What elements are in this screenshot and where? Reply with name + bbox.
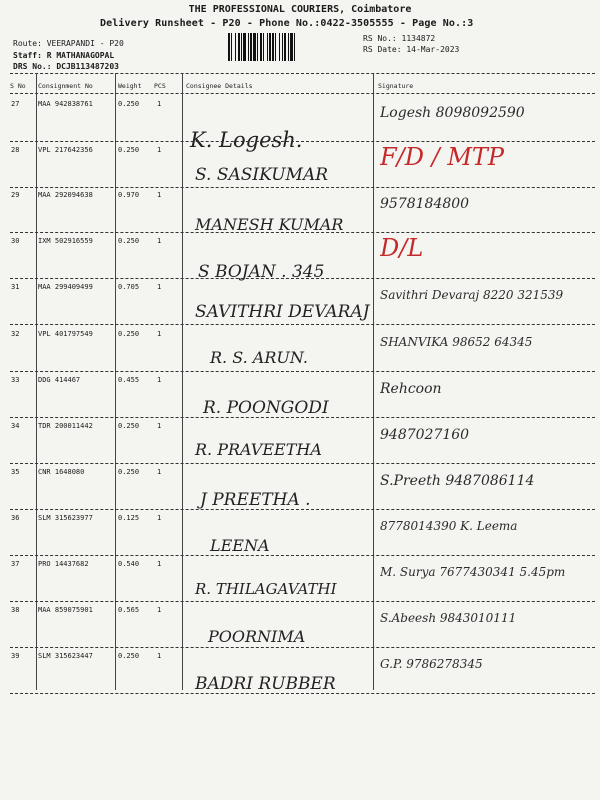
page-subtitle: Delivery Runsheet - P20 - Phone No.:0422-3505555 - Page No.:3 (100, 18, 474, 29)
row-divider (10, 509, 595, 510)
row-pcs: 1 (157, 146, 162, 154)
row-weight: 0.540 (118, 560, 140, 568)
row-signature: M. Surya 7677430341 5.45pm (380, 565, 566, 579)
rs-number: RS No.: 1134872 (363, 34, 436, 43)
row-signature: Logesh 8098092590 (380, 105, 525, 121)
row-pcs: 1 (157, 330, 162, 338)
row-divider (10, 601, 595, 602)
row-pcs: 1 (157, 100, 162, 108)
staff-label: Staff: R MATHANAGOPAL (13, 50, 115, 60)
row-pcs: 1 (157, 237, 162, 245)
row-divider (10, 463, 595, 464)
row-consignee-details: S. SASIKUMAR (195, 165, 329, 185)
row-weight: 0.970 (118, 191, 140, 199)
row-weight: 0.250 (118, 330, 140, 338)
row-sno: 39 (11, 652, 20, 660)
row-pcs: 1 (157, 283, 162, 291)
row-signature: Rehcoon (380, 381, 442, 397)
row-sno: 38 (11, 606, 20, 614)
row-signature: 9487027160 (380, 427, 470, 443)
row-divider (10, 187, 595, 188)
row-signature: 9578184800 (380, 196, 470, 212)
row-signature: D/L (380, 234, 424, 262)
row-weight: 0.250 (118, 237, 140, 245)
column-divider (373, 73, 374, 690)
row-consignment-no: DDG 414467 (38, 376, 81, 384)
row-consignee-details: S BOJAN . 345 (198, 262, 325, 282)
row-weight: 0.250 (118, 652, 140, 660)
row-consignment-no: MAA 942838761 (38, 100, 93, 108)
table-top-rule (10, 73, 595, 74)
column-divider (36, 73, 37, 690)
row-sno: 27 (11, 100, 20, 108)
row-divider (10, 417, 595, 418)
row-divider (10, 278, 595, 279)
column-divider (115, 73, 116, 690)
row-sno: 34 (11, 422, 20, 430)
rs-date: RS Date: 14-Mar-2023 (363, 45, 460, 54)
row-sno: 29 (11, 191, 20, 199)
row-weight: 0.705 (118, 283, 140, 291)
row-sno: 31 (11, 283, 20, 291)
row-weight: 0.250 (118, 422, 140, 430)
row-consignee-details: R. S. ARUN. (210, 348, 308, 367)
header-rule (10, 93, 595, 94)
row-consignment-no: SLM 315623447 (38, 652, 93, 660)
row-consignment-no: PRO 14437682 (38, 560, 89, 568)
row-sno: 37 (11, 560, 20, 568)
column-divider (182, 73, 183, 690)
row-pcs: 1 (157, 376, 162, 384)
row-divider (10, 647, 595, 648)
row-pcs: 1 (157, 191, 162, 199)
row-sno: 33 (11, 376, 20, 384)
route-label: Route: VEERAPANDI - P20 (13, 39, 124, 48)
row-weight: 0.250 (118, 100, 140, 108)
row-consignment-no: MAA 292094638 (38, 191, 93, 199)
row-signature: Savithri Devaraj 8220 321539 (380, 288, 564, 302)
row-weight: 0.455 (118, 376, 140, 384)
row-consignment-no: VPL 401797549 (38, 330, 93, 338)
row-pcs: 1 (157, 422, 162, 430)
row-divider (10, 693, 595, 694)
row-sno: 36 (11, 514, 20, 522)
row-divider (10, 141, 595, 142)
row-signature: SHANVIKA 98652 64345 (380, 335, 533, 349)
row-pcs: 1 (157, 652, 162, 660)
row-consignment-no: MAA 299409499 (38, 283, 93, 291)
row-sno: 28 (11, 146, 20, 154)
rs-info (363, 33, 459, 55)
row-signature: S.Abeesh 9843010111 (380, 611, 517, 625)
col-header-signature: Signature (378, 82, 414, 90)
row-consignment-no: VPL 217642356 (38, 146, 93, 154)
row-pcs: 1 (157, 606, 162, 614)
row-consignee-details: R. THILAGAVATHI (195, 580, 337, 598)
col-header-consignment: Consignment No (38, 82, 93, 90)
row-consignee-details: K. Logesh. (190, 128, 303, 152)
row-consignee-details: LEENA (210, 536, 270, 555)
col-header-pcs: PCS (154, 82, 166, 90)
row-consignee-details: R. POONGODI (203, 398, 329, 418)
row-sno: 32 (11, 330, 20, 338)
row-pcs: 1 (157, 468, 162, 476)
row-consignee-details: SAVITHRI DEVARAJ (195, 302, 370, 322)
row-weight: 0.565 (118, 606, 140, 614)
drs-label: DRS No.: DCJB113487203 (13, 62, 119, 71)
row-signature: F/D / MTP (380, 143, 505, 171)
page-title: THE PROFESSIONAL COURIERS, Coimbatore (188, 4, 412, 15)
row-consignment-no: MAA 859075901 (38, 606, 93, 614)
barcode-icon (228, 33, 358, 61)
row-consignee-details: MANESH KUMAR (195, 215, 344, 234)
row-divider (10, 232, 595, 233)
col-header-sno: S No (10, 82, 26, 90)
row-pcs: 1 (157, 560, 162, 568)
row-divider (10, 324, 595, 325)
row-weight: 0.125 (118, 514, 140, 522)
row-signature: 8778014390 K. Leema (380, 519, 518, 533)
row-consignment-no: SLM 315623977 (38, 514, 93, 522)
col-header-consignee: Consignee Details (186, 82, 253, 90)
row-consignment-no: IXM 502916559 (38, 237, 93, 245)
row-consignee-details: BADRI RUBBER (195, 674, 336, 694)
row-consignee-details: POORNIMA (208, 627, 306, 646)
route-info (13, 38, 124, 73)
row-signature: S.Preeth 9487086114 (380, 473, 535, 489)
row-weight: 0.250 (118, 468, 140, 476)
row-consignee-details: J PREETHA . (200, 490, 311, 510)
row-sno: 35 (11, 468, 20, 476)
row-signature: G.P. 9786278345 (380, 657, 483, 671)
row-consignment-no: TDR 200011442 (38, 422, 93, 430)
row-sno: 30 (11, 237, 20, 245)
row-weight: 0.250 (118, 146, 140, 154)
col-header-weight: Weight (118, 82, 142, 90)
row-consignment-no: CNR 1648080 (38, 468, 85, 476)
row-divider (10, 371, 595, 372)
row-divider (10, 555, 595, 556)
row-consignee-details: R. PRAVEETHA (195, 440, 322, 459)
row-pcs: 1 (157, 514, 162, 522)
